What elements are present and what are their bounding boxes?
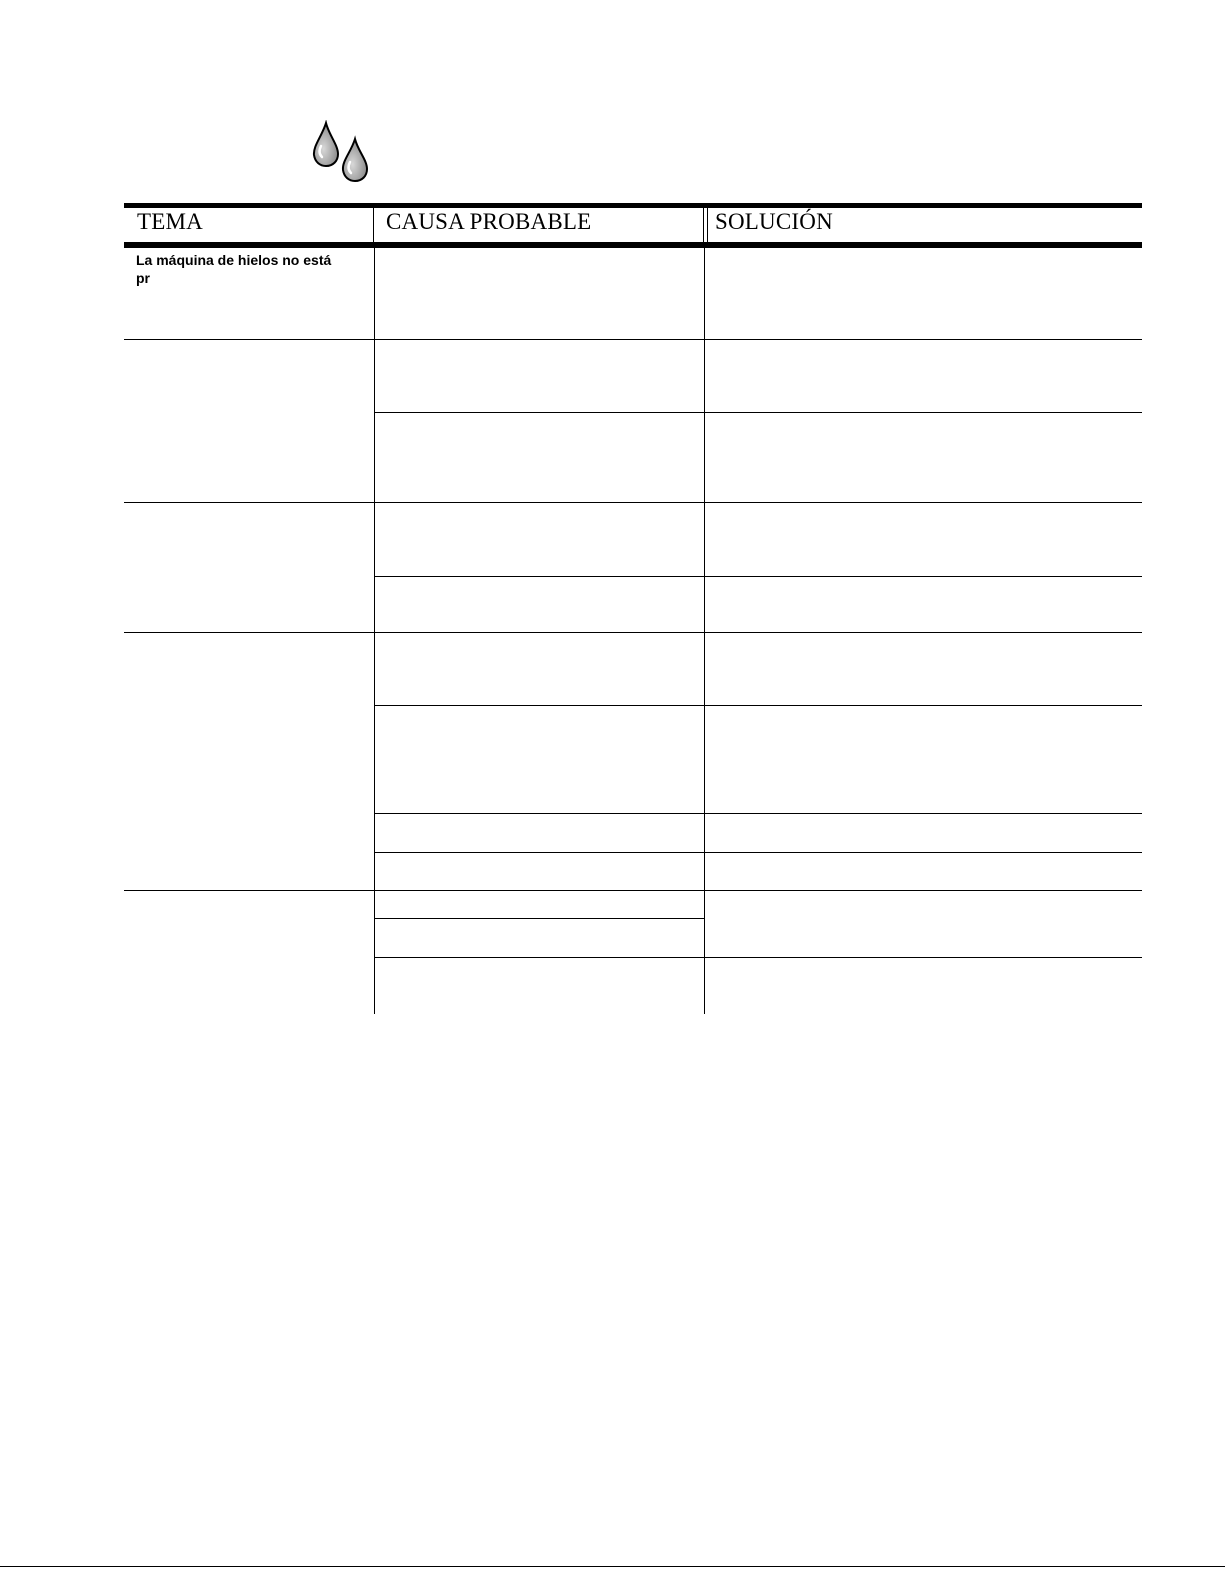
- column-header-solucion: SOLUCIÓN: [715, 209, 833, 234]
- sub-row-divider: [374, 813, 1142, 814]
- column-divider-2: [704, 248, 705, 1014]
- header-separator-2b: [707, 203, 708, 248]
- header-separator-2: [703, 203, 704, 248]
- header-separator-1: [373, 203, 374, 248]
- sub-row-divider: [374, 957, 1142, 958]
- row-divider: [124, 890, 1142, 891]
- row-divider: [124, 632, 1142, 633]
- column-divider-1: [374, 248, 375, 1014]
- row-divider: [124, 502, 1142, 503]
- page-bottom-rule: [0, 1566, 1225, 1567]
- sub-row-divider: [374, 576, 1142, 577]
- column-header-tema: TEMA: [137, 209, 203, 234]
- column-header-causa: CAUSA PROBABLE: [386, 209, 592, 234]
- sub-row-divider: [374, 412, 1142, 413]
- header-bottom-rule: [124, 242, 1142, 248]
- sub-row-divider: [374, 852, 1142, 853]
- cause-divider: [374, 918, 704, 919]
- row-1-tema-line-2: pr: [136, 270, 150, 286]
- row-divider: [124, 339, 1142, 340]
- row-1-tema-line-1: La máquina de hielos no está: [136, 252, 332, 268]
- header-top-rule: [124, 203, 1142, 208]
- water-drops-icon: [308, 120, 376, 186]
- sub-row-divider: [374, 705, 1142, 706]
